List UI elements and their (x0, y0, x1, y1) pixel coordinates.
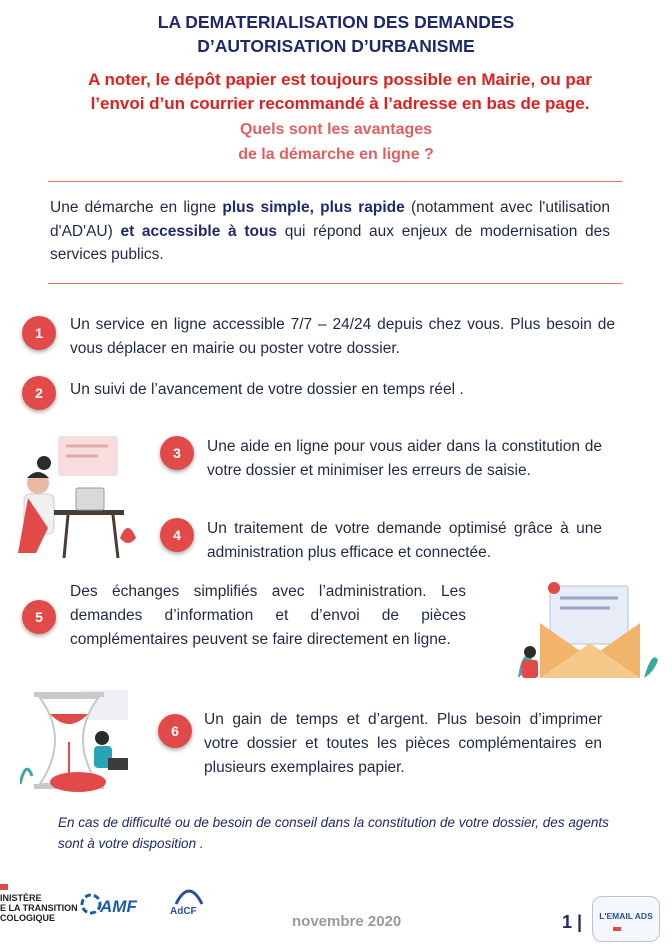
advantages-question-line2: de la démarche en ligne ? (238, 146, 434, 163)
intro-bold-1: plus simple, plus rapide (222, 199, 405, 216)
advantage-item-4: Un traitement de votre demande optimisé grâce à une administration plus efficace et connectée. (207, 520, 602, 561)
divider-bottom (48, 283, 622, 284)
number-badge-1: 1 (22, 316, 56, 350)
email-ads-logo (592, 896, 660, 942)
adcf-logo (168, 884, 218, 924)
ministry-line-2: E LA TRANSITION (0, 903, 78, 913)
number-badge-4: 4 (160, 518, 194, 552)
number-badge-2: 2 (22, 376, 56, 410)
amf-logo-text: AMF (100, 897, 137, 916)
number-badge-3: 3 (160, 436, 194, 470)
adcf-arc-icon (172, 884, 206, 906)
ministry-line-1: INISTÈRE (0, 893, 42, 903)
email-ads-accent-mark (613, 927, 621, 931)
intro-text-1: Une démarche en ligne (50, 199, 223, 216)
hourglass-illustration (20, 684, 140, 799)
help-footnote: En cas de difficulté ou de besoin de conseil dans la constitution de votre dossier, des agents sont à votre disposition . (58, 815, 609, 851)
amf-swirl-icon (80, 893, 102, 915)
advantage-item-1: Un service en ligne accessible 7/7 – 24/24 depuis chez vous. Plus besoin de vous déplacer en mairie ou poster votre dossier. (70, 316, 615, 357)
email-ads-logo-text: L'EMAIL ADS (599, 911, 653, 921)
ministry-logo (0, 893, 78, 923)
advantage-item-3: Une aide en ligne pour vous aider dans la constitution de votre dossier et minimiser les erreurs de saisie. (207, 438, 602, 479)
document-date: novembre 2020 (292, 913, 402, 930)
page-title-line1: LA DEMATERIALISATION DES DEMANDES (157, 12, 515, 32)
divider-top (48, 181, 622, 182)
intro-text-3: qui répond aux enjeux de modernisation des services publics. (50, 222, 611, 263)
amf-logo (80, 893, 150, 923)
ministry-line-3: COLOGIQUE (0, 913, 56, 923)
number-badge-5: 5 (22, 600, 56, 634)
intro-bold-2: et accessible à tous (120, 222, 278, 240)
ministry-flag-mark (0, 884, 8, 890)
number-badge-6: 6 (158, 714, 192, 748)
advantage-item-2: Un suivi de l’avancement de votre dossier en temps réel . (70, 381, 464, 398)
intro-text-2: (notamment avec l'utilisation d'AD'AU) (50, 199, 610, 240)
advantage-item-6: Un gain de temps et d’argent. Plus besoin d’imprimer votre dossier et toutes les pièces complémentaires en plusieurs exemplaires papier. (204, 711, 602, 776)
envelope-illustration (510, 578, 660, 683)
person-at-desk-illustration (8, 428, 138, 568)
advantage-item-5: Des échanges simplifiés avec l’administration. Les demandes d’information et d’envoi de pièces complémentaires peuvent se faire directement en ligne. (70, 583, 466, 648)
page-number: 1 | (562, 912, 583, 932)
intro-paragraph (50, 196, 610, 267)
paper-note-line2: l’envoi d’un courrier recommandé à l’adresse en bas de page. (90, 94, 590, 113)
page-title-line2: D’AUTORISATION D’URBANISME (197, 36, 475, 56)
adcf-logo-text: AdCF (170, 906, 197, 917)
paper-note-line1: A noter, le dépôt papier est toujours possible en Mairie, ou par (88, 70, 592, 89)
advantages-question-line1: Quels sont les avantages (239, 121, 433, 138)
